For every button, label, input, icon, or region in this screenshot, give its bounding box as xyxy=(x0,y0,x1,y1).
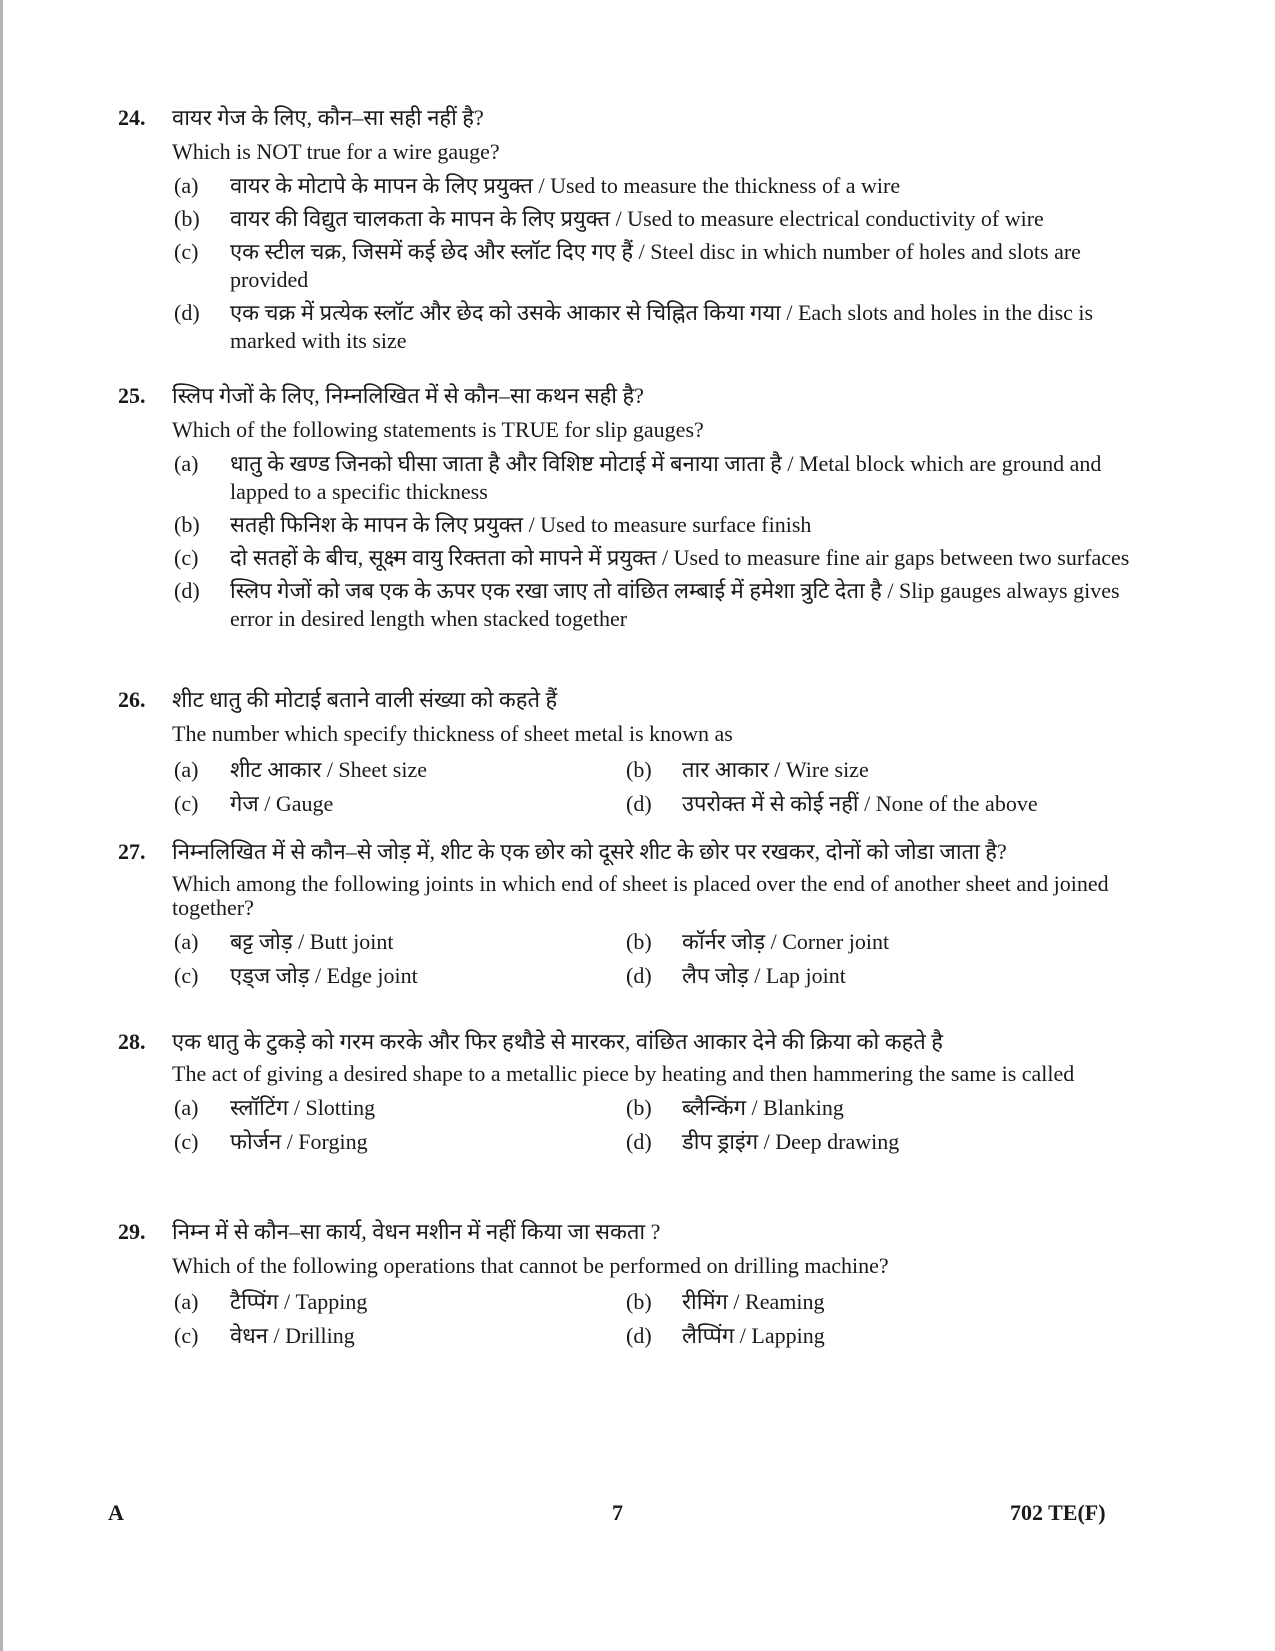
option-d: (d) लैप जोड़ / Lap joint xyxy=(626,963,846,988)
option-a: (a) टैप्पिंग / Tapping xyxy=(174,1289,368,1314)
option-b: (b) रीमिंग / Reaming xyxy=(626,1289,825,1314)
option-a: (a) बट्ट जोड़ / Butt joint xyxy=(174,929,394,954)
question-hindi: निम्नलिखित में से कौन–से जोड़ में, शीट के एक छोर को दूसरे शीट के छोर पर रखकर, दोनों को जोडा जाता है? xyxy=(172,839,1007,864)
option-b: (b) सतही फिनिश के मापन के लिए प्रयुक्त / Used to measure surface finish xyxy=(174,512,812,537)
question-28 xyxy=(118,1028,1158,1156)
question-english: Which of the following operations that cannot be performed on drilling machine? xyxy=(172,1253,889,1278)
question-hindi: शीट धातु की मोटाई बताने वाली संख्या को कहते हैं xyxy=(172,687,558,712)
option-c: (c) एड्ज जोड़ / Edge joint xyxy=(174,963,418,988)
question-number: 28. xyxy=(118,1029,146,1054)
question-hindi: निम्न में से कौन–सा कार्य, वेधन मशीन में नहीं किया जा सकता ? xyxy=(172,1219,661,1244)
question-24 xyxy=(118,104,1158,360)
question-hindi: वायर गेज के लिए, कौन–सा सही नहीं है? xyxy=(172,105,484,130)
option-c: (c) गेज / Gauge xyxy=(174,791,334,816)
option-c: (c) एक स्टील चक्र, जिसमें कई छेद और स्लॉट दिए गए हैं / Steel disc in which number of holes and slots are provided xyxy=(174,239,1081,292)
question-number: 26. xyxy=(118,687,146,712)
question-english: The number which specify thickness of sheet metal is known as xyxy=(172,721,733,746)
footer-paper-code: 702 TE(F) xyxy=(1010,1500,1106,1525)
option-d: (d) डीप ड्राइंग / Deep drawing xyxy=(626,1129,900,1154)
option-c: (c) फोर्जन / Forging xyxy=(174,1129,368,1154)
option-b: (b) तार आकार / Wire size xyxy=(626,757,869,782)
question-english: Which of the following statements is TRUE for slip gauges? xyxy=(172,417,704,442)
scan-edge xyxy=(0,0,3,1651)
option-a: (a) धातु के खण्ड जिनको घीसा जाता है और विशिष्ट मोटाई में बनाया जाता है / Metal block which are ground and lapped to a specific thickness xyxy=(174,451,1102,504)
option-d: (d) लैप्पिंग / Lapping xyxy=(626,1323,825,1348)
option-c: (c) वेधन / Drilling xyxy=(174,1323,355,1348)
option-a: (a) शीट आकार / Sheet size xyxy=(174,757,428,782)
question-27 xyxy=(118,838,1158,990)
option-b: (b) वायर की विद्युत चालकता के मापन के लिए प्रयुक्त / Used to measure electrical conductivity of wire xyxy=(174,206,1044,231)
option-d: (d) उपरोक्त में से कोई नहीं / None of the above xyxy=(626,791,1038,816)
footer-page-number: 7 xyxy=(612,1500,623,1525)
question-hindi: एक धातु के टुकड़े को गरम करके और फिर हथौडे से मारकर, वांछित आकार देने की क्रिया को कहते है xyxy=(172,1029,943,1054)
option-a: (a) वायर के मोटापे के मापन के लिए प्रयुक्त / Used to measure the thickness of a wire xyxy=(174,173,901,198)
question-26 xyxy=(118,686,1158,818)
option-d: (d) स्लिप गेजों को जब एक के ऊपर एक रखा जाए तो वांछित लम्बाई में हमेशा त्रुटि देता है / Slip gauges always gives error in desired length when stacked together xyxy=(174,578,1120,631)
question-hindi: स्लिप गेजों के लिए, निम्नलिखित में से कौन–सा कथन सही है? xyxy=(172,383,644,408)
question-number: 24. xyxy=(118,105,146,130)
option-b: (b) ब्लैन्किंग / Blanking xyxy=(626,1095,844,1120)
question-25 xyxy=(118,382,1158,638)
option-b: (b) कॉर्नर जोड़ / Corner joint xyxy=(626,929,890,954)
question-english: Which is NOT true for a wire gauge? xyxy=(172,139,500,164)
question-english: Which among the following joints in which end of sheet is placed over the end of another sheet and joined together? xyxy=(172,871,1109,920)
option-d: (d) एक चक्र में प्रत्येक स्लॉट और छेद को उसके आकार से चिह्नित किया गया / Each slots and holes in the disc is marked with its size xyxy=(174,300,1094,353)
option-a: (a) स्लॉटिंग / Slotting xyxy=(174,1095,376,1120)
option-c: (c) दो सतहों के बीच, सूक्ष्म वायु रिक्तता को मापने में प्रयुक्त / Used to measure fine air gaps between two surfaces xyxy=(174,545,1130,570)
question-english: The act of giving a desired shape to a metallic piece by heating and then hammering the same is called xyxy=(172,1061,1075,1086)
question-number: 29. xyxy=(118,1219,146,1244)
question-29 xyxy=(118,1218,1158,1350)
footer-series: A xyxy=(108,1500,124,1525)
question-number: 27. xyxy=(118,839,146,864)
question-number: 25. xyxy=(118,383,146,408)
